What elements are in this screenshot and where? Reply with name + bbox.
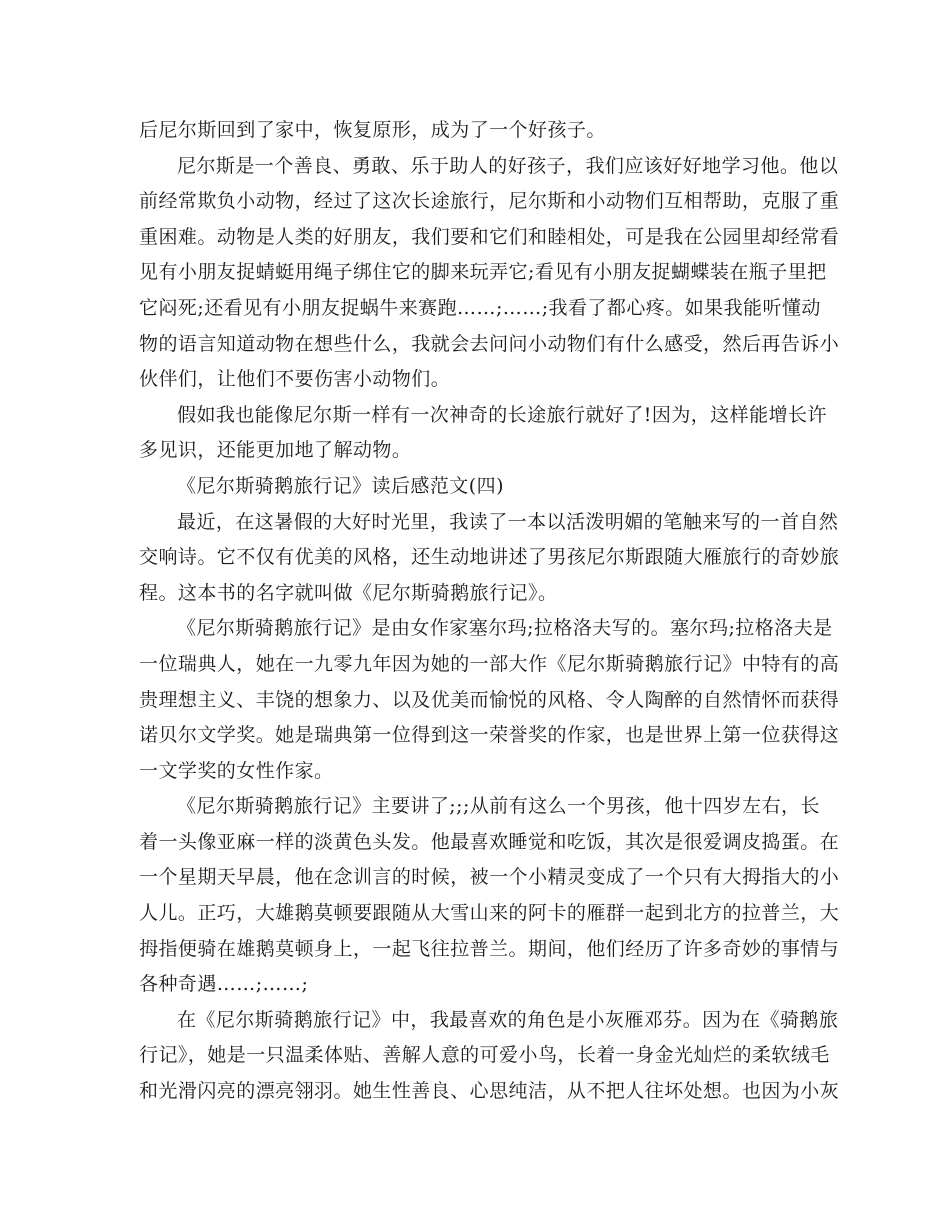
text-line: 和光滑闪亮的漂亮翎羽。她生性善良、心思纯洁，从不把人往坏处想。也因为小灰 [139,1080,840,1103]
paragraph-start-line: 最近，在这暑假的大好时光里，我读了一本以活泼明媚的笔触来写的一首自然 [177,510,839,533]
text-line: 一文学奖的女性作家。 [139,759,334,782]
paragraph-start-line: 《尼尔斯骑鹅旅行记》主要讲了;;;从前有这么一个男孩，他十四岁左右，长 [177,795,820,818]
text-line: 多见识，还能更加地了解动物。 [139,439,412,462]
paragraph-start-line: 在《尼尔斯骑鹅旅行记》中，我最喜欢的角色是小灰雁邓芬。因为在《骑鹅旅 [177,1008,839,1031]
paragraph-start-line: 《尼尔斯骑鹅旅行记》是由女作家塞尔玛;拉格洛夫写的。塞尔玛;拉格洛夫是 [177,617,833,640]
section-heading: 《尼尔斯骑鹅旅行记》读后感范文(四) [177,474,504,497]
text-line: 人儿。正巧，大雄鹅莫顿要跟随从大雪山来的阿卡的雁群一起到北方的拉普兰，大 [139,902,840,925]
text-line: 重困难。动物是人类的好朋友，我们要和它们和睦相处，可是我在公园里却经常看 [139,225,840,248]
text-line: 前经常欺负小动物，经过了这次长途旅行，尼尔斯和小动物们互相帮助，克服了重 [139,190,840,213]
text-line: 程。这本书的名字就叫做《尼尔斯骑鹅旅行记》。 [139,581,558,604]
text-line: 见有小朋友捉蜻蜓用绳子绑住它的脚来玩弄它;看见有小朋友捉蝴蝶装在瓶子里把 [139,261,827,284]
text-line: 交响诗。它不仅有优美的风格，还生动地讲述了男孩尼尔斯跟随大雁旅行的奇妙旅 [139,546,840,569]
text-line: 一位瑞典人，她在一九零九年因为她的一部大作《尼尔斯骑鹅旅行记》中特有的高 [139,652,840,675]
text-line: 它闷死;还看见有小朋友捉蜗牛来赛跑……;……;我看了都心疼。如果我能听懂动 [139,296,821,319]
text-line: 伙伴们，让他们不要伤害小动物们。 [139,368,451,391]
text-line: 行记》，她是一只温柔体贴、善解人意的可爱小鸟，长着一身金光灿烂的柔软绒毛 [139,1044,830,1067]
text-line: 物的语言知道动物在想些什么，我就会去问问小动物们有什么感受，然后再告诉小 [139,332,840,355]
text-line: 诺贝尔文学奖。她是瑞典第一位得到这一荣誉奖的作家，也是世界上第一位获得这 [139,724,840,747]
paragraph-start-line: 假如我也能像尼尔斯一样有一次神奇的长途旅行就好了!因为，这样能增长许 [177,403,827,426]
text-line: 贵理想主义、丰饶的想象力、以及优美而愉悦的风格、令人陶醉的自然情怀而获得 [139,688,840,711]
text-line: 后尼尔斯回到了家中，恢复原形，成为了一个好孩子。 [139,119,606,141]
document-page [139,113,840,1110]
text-line: 着一头像亚麻一样的淡黄色头发。他最喜欢睡觉和吃饭，其次是很爱调皮捣蛋。在 [139,830,840,853]
text-line: 各种奇遇……;……; [139,973,309,996]
text-line: 拇指便骑在雄鹅莫顿身上，一起飞往拉普兰。期间，他们经历了许多奇妙的事情与 [139,937,840,960]
text-line: 一个星期天早晨，他在念训言的时候，被一个小精灵变成了一个只有大拇指大的小 [139,866,840,889]
paragraph-start-line: 尼尔斯是一个善良、勇敢、乐于助人的好孩子，我们应该好好地学习他。他以 [177,154,839,177]
